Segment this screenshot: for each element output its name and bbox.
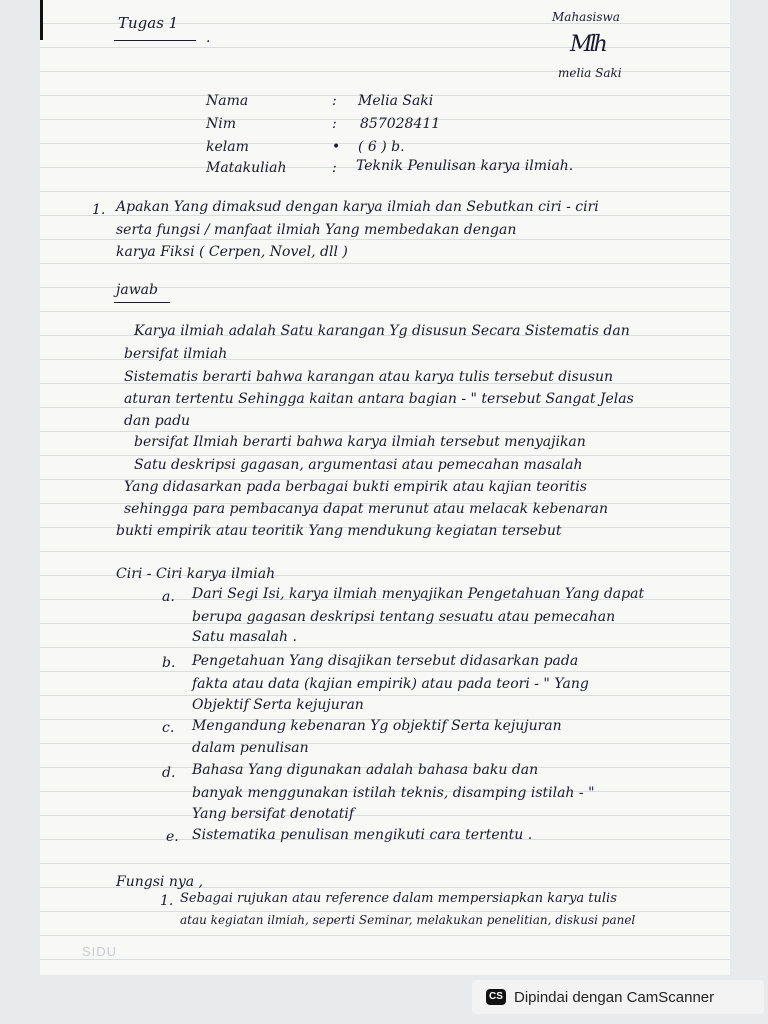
characteristic-line: Yang bersifat denotatif: [192, 806, 355, 822]
function-line: atau kegiatan ilmiah, seperti Seminar, melakukan penelitian, diskusi panel: [180, 913, 636, 927]
answer-line: Satu deskripsi gagasan, argumentasi atau pemecahan masalah: [134, 457, 583, 473]
title-underline: [114, 40, 196, 41]
answer-heading: jawab: [116, 282, 158, 298]
function-line: Sebagai rujukan atau reference dalam mempersiapkan karya tulis: [180, 891, 617, 906]
camscanner-icon: CS: [486, 989, 506, 1005]
answer-line: aturan tertentu Sehingga kaitan antara bagian - " tersebut Sangat Jelas: [124, 391, 634, 407]
identity-label-kelas: kelam: [206, 139, 249, 155]
characteristic-line: berupa gagasan deskripsi tentang sesuatu atau pemecahan: [192, 609, 616, 625]
characteristic-line: Satu masalah .: [192, 629, 297, 645]
characteristic-line: fakta atau data (kajian empirik) atau pada teori - " Yang: [192, 676, 589, 692]
signature-label: Mahasiswa: [552, 10, 620, 24]
characteristic-line: Objektif Serta kejujuran: [192, 697, 364, 713]
identity-value-kelas: ( 6 ) b.: [358, 139, 405, 155]
answer-line: Yang didasarkan pada berbagai bukti empirik atau kajian teoritis: [124, 479, 587, 495]
signature-name: melia Saki: [558, 66, 622, 80]
characteristic-line: banyak menggunakan istilah teknis, disamping istilah - ": [192, 785, 595, 801]
answer-line: bersifat Ilmiah berarti bahwa karya ilmiah tersebut menyajikan: [134, 434, 586, 450]
title-dot: .: [206, 30, 211, 46]
identity-label-matakuliah: Matakuliah: [206, 160, 287, 176]
identity-label-nama: Nama: [206, 93, 249, 109]
characteristic-letter: a.: [162, 589, 175, 605]
characteristic-letter: c.: [162, 720, 175, 736]
characteristic-line: Pengetahuan Yang disajikan tersebut didasarkan pada: [192, 653, 579, 669]
question-line: Apakan Yang dimaksud dengan karya ilmiah dan Sebutkan ciri - ciri: [116, 199, 599, 215]
answer-heading-underline: [114, 302, 170, 303]
characteristic-letter: d.: [162, 765, 176, 781]
assignment-title: Tugas 1: [118, 14, 179, 32]
notebook-brand: SIDU: [82, 944, 118, 959]
camscanner-watermark: [472, 980, 764, 1014]
characteristic-line: Bahasa Yang digunakan adalah bahasa baku dan: [192, 762, 539, 778]
function-number: 1.: [160, 893, 174, 909]
identity-separator: :: [332, 160, 337, 176]
identity-value-nama: Melia Saki: [358, 93, 434, 109]
characteristic-line: Mengandung kebenaran Yg objektif Serta kejujuran: [192, 718, 562, 734]
identity-value-matakuliah: Teknik Penulisan karya ilmiah.: [356, 158, 574, 174]
identity-separator: •: [332, 139, 341, 155]
answer-line: Karya ilmiah adalah Satu karangan Yg disusun Secara Sistematis dan: [134, 323, 630, 339]
answer-line: Sistematis berarti bahwa karangan atau karya tulis tersebut disusun: [124, 369, 614, 385]
characteristic-line: Dari Segi Isi, karya ilmiah menyajikan Pengetahuan Yang dapat: [192, 586, 645, 602]
answer-line: dan padu: [124, 413, 191, 429]
characteristics-heading: Ciri - Ciri karya ilmiah: [116, 566, 276, 582]
question-line: karya Fiksi ( Cerpen, Novel, dll ): [116, 244, 348, 260]
characteristic-letter: e.: [166, 829, 179, 845]
identity-label-nim: Nim: [206, 116, 237, 132]
question-line: serta fungsi / manfaat ilmiah Yang membedakan dengan: [116, 222, 517, 238]
characteristic-line: Sistematika penulisan mengikuti cara tertentu .: [192, 827, 533, 843]
answer-line: bukti empirik atau teoritik Yang mendukung kegiatan tersebut: [116, 523, 562, 539]
question-number: 1.: [92, 202, 106, 218]
camscanner-label: Dipindai dengan CamScanner: [514, 988, 715, 1006]
characteristic-letter: b.: [162, 655, 176, 671]
signature: Mlh: [570, 32, 605, 57]
function-heading: Fungsi nya ,: [116, 874, 203, 890]
identity-separator: :: [332, 116, 337, 132]
identity-value-nim: 857028411: [360, 116, 441, 132]
identity-separator: :: [332, 93, 337, 109]
page-edge-mark: [40, 0, 43, 40]
characteristic-line: dalam penulisan: [192, 740, 309, 756]
answer-line: bersifat ilmiah: [124, 346, 228, 362]
answer-line: sehingga para pembacanya dapat merunut atau melacak kebenaran: [124, 501, 609, 517]
